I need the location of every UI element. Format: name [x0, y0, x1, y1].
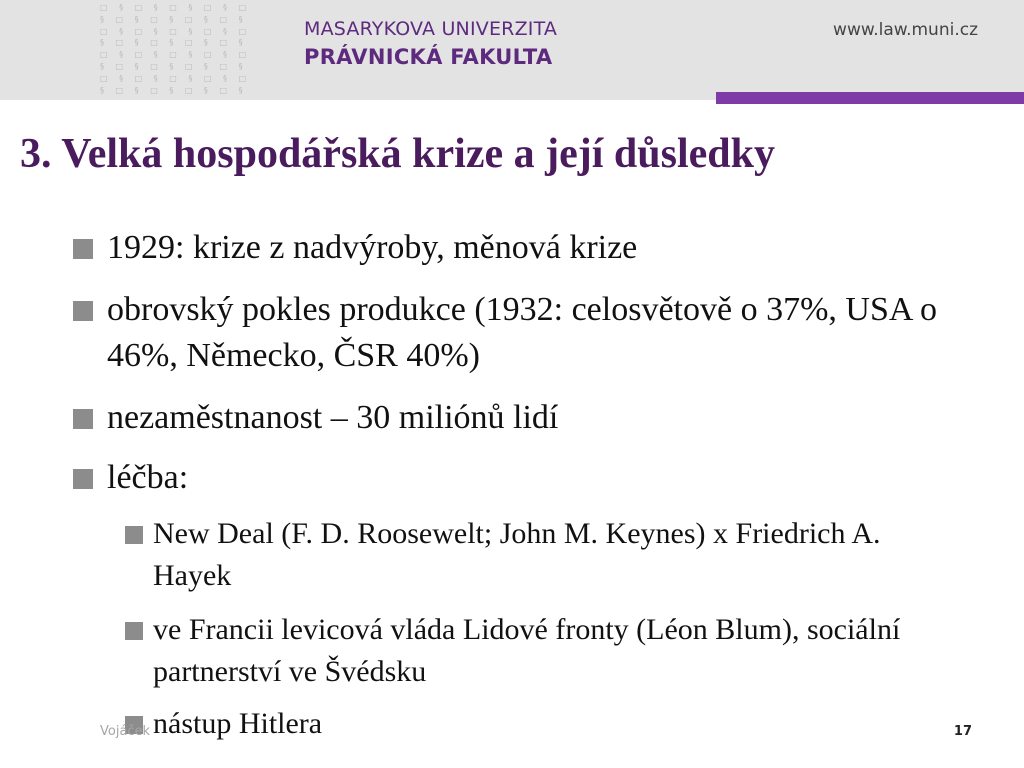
sub-bullet-item [153, 609, 953, 693]
sub-bullet-text: New Deal (F. D. Roosewelt; John M. Keynes) x Friedrich A. Hayek [153, 517, 881, 592]
square-bullet-icon [125, 622, 143, 640]
bullet-item [107, 225, 997, 271]
page-number: 17 [953, 724, 972, 739]
sub-bullet-text: ve Francii levicová vláda Lidové fronty (Léon Blum), sociální partnerství ve Švédsku [153, 613, 901, 688]
bullet-item [107, 395, 997, 441]
bullet-text: nezaměstnanost – 30 miliónů lidí [107, 399, 559, 436]
sub-bullet-item [153, 703, 953, 745]
website-url: www.law.muni.cz [833, 20, 978, 40]
bullet-item [107, 455, 997, 501]
square-bullet-icon [73, 409, 93, 429]
faculty-name: PRÁVNICKÁ FAKULTA [304, 45, 553, 69]
square-bullet-icon [73, 469, 93, 489]
accent-bar [716, 92, 1024, 104]
sub-bullet-text: nástup Hitlera [153, 707, 323, 740]
footer-author: Vojáček [100, 724, 151, 739]
sub-bullet-item [153, 513, 953, 597]
slide-title: 3. Velká hospodářská krize a její důsledky [20, 131, 775, 177]
bullet-text: léčba: [107, 459, 189, 496]
bullet-text: obrovský pokles produkce (1932: celosvětově o 37%, USA o 46%, Německo, ČSR 40%) [107, 291, 938, 374]
square-bullet-icon [73, 239, 93, 259]
bullet-item [107, 287, 997, 379]
paragraph-pattern-icon: □ § □ § □ § □ § □ § □ § □ § □ § □ § □ § □ § □ § □ § □ § □ § □ § □ § □ § □ § □ § □ § □ § □ § □ § □ § □ § □ § □ § □ § □ § □ § □ § □ § □ § □ § □ § [100, 3, 251, 95]
slide-header [0, 0, 1024, 100]
bullet-text: 1929: krize z nadvýroby, měnová krize [107, 229, 638, 266]
square-bullet-icon [73, 301, 93, 321]
university-name: MASARYKOVA UNIVERZITA [304, 18, 558, 40]
square-bullet-icon [125, 526, 143, 544]
